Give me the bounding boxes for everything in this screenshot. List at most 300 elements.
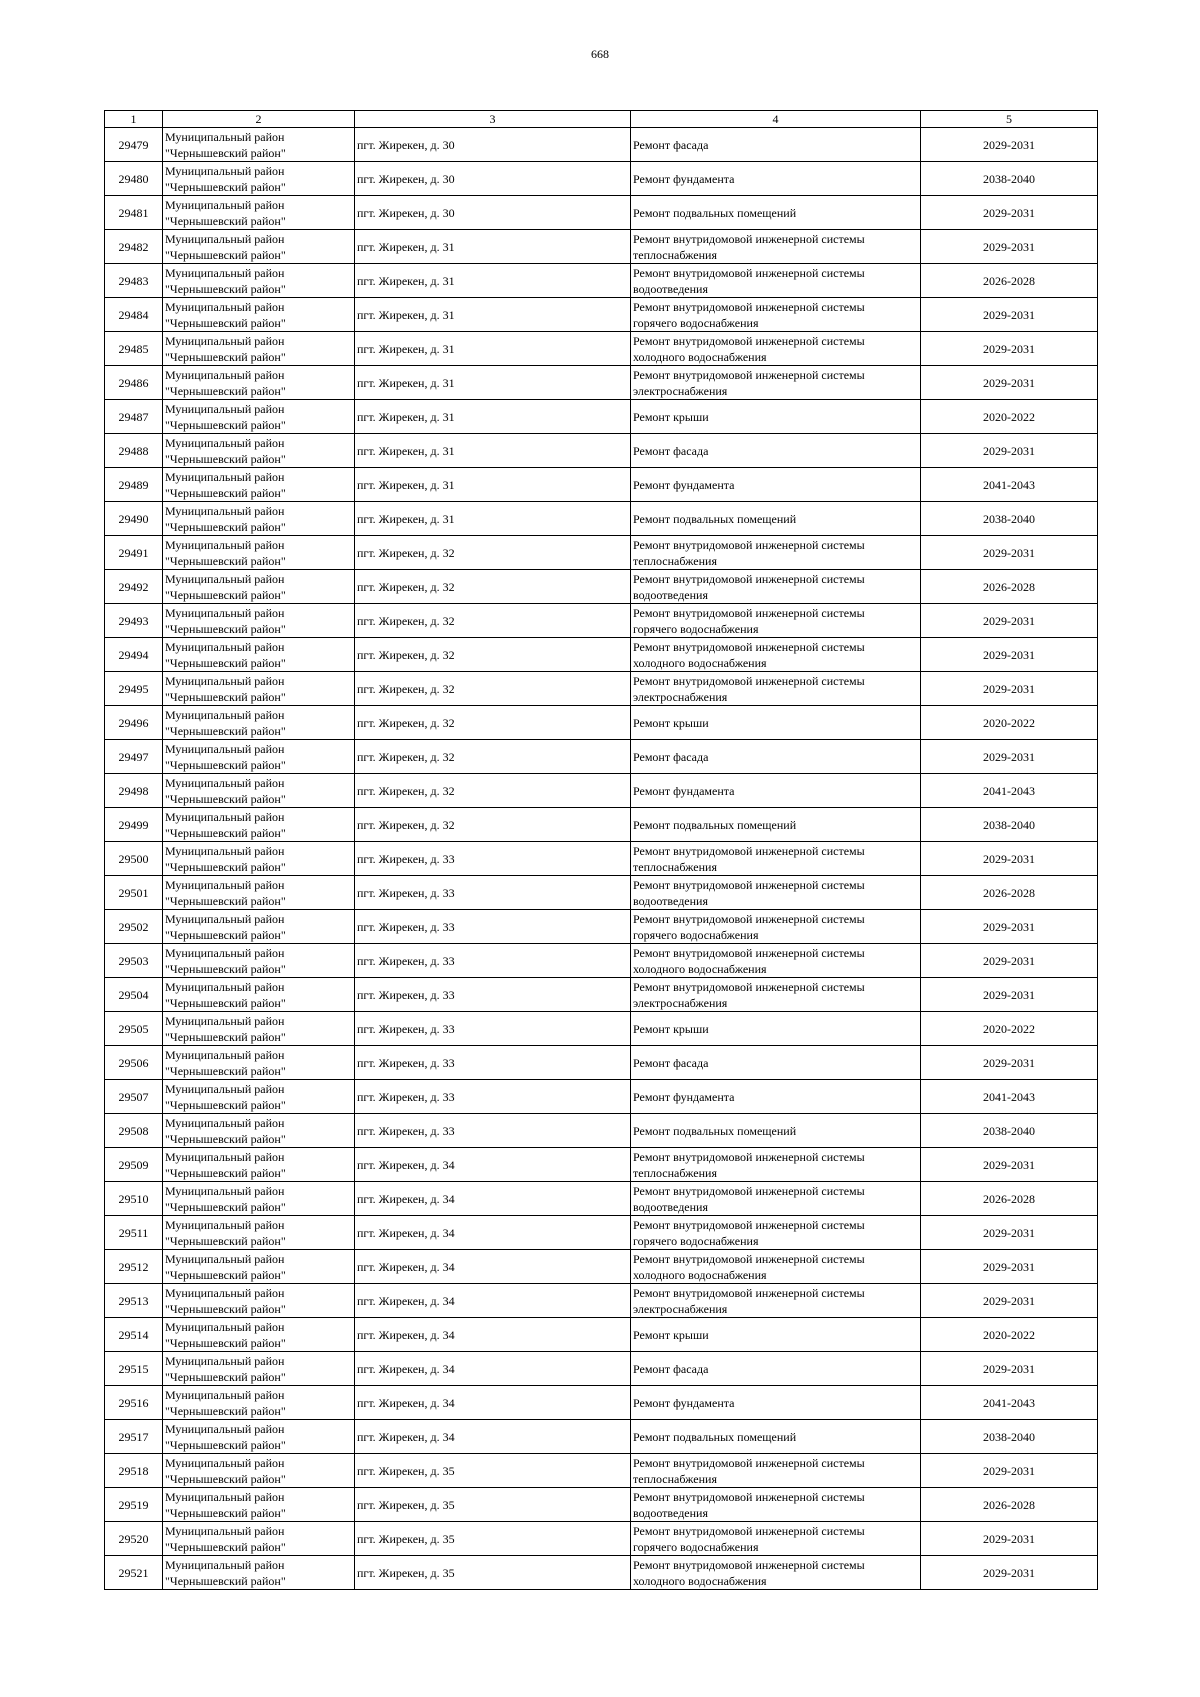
table-row: [105, 1352, 1098, 1386]
municipality-cell: [163, 298, 355, 332]
municipality-line: Муниципальный район: [165, 1285, 285, 1300]
period-cell: 2029-2031: [921, 366, 1098, 400]
table-row: [105, 1420, 1098, 1454]
row-number-cell: 29497: [105, 740, 163, 774]
table-row: [105, 1250, 1098, 1284]
work-type-cell: [631, 842, 921, 876]
work-type-line: горячего водоснабжения: [633, 927, 759, 942]
municipality-line: "Чернышевский район": [165, 417, 286, 432]
work-type-cell: [631, 1080, 921, 1114]
work-type-cell: [631, 1556, 921, 1590]
work-type-line: Ремонт внутридомовой инженерной системы: [633, 231, 865, 246]
work-type-line: Ремонт фасада: [633, 443, 709, 458]
row-number-cell: 29520: [105, 1522, 163, 1556]
row-number-cell: 29484: [105, 298, 163, 332]
period-cell: 2020-2022: [921, 1012, 1098, 1046]
row-number-cell: 29482: [105, 230, 163, 264]
period-cell: 2029-2031: [921, 1216, 1098, 1250]
municipality-line: "Чернышевский район": [165, 621, 286, 636]
work-type-cell: [631, 1250, 921, 1284]
municipality-cell: [163, 1114, 355, 1148]
municipality-line: Муниципальный район: [165, 265, 285, 280]
municipality-line: "Чернышевский район": [165, 927, 286, 942]
period-cell: 2029-2031: [921, 944, 1098, 978]
municipality-line: Муниципальный район: [165, 469, 285, 484]
municipality-line: Муниципальный район: [165, 1081, 285, 1096]
row-number-cell: 29509: [105, 1148, 163, 1182]
work-type-cell: [631, 672, 921, 706]
municipality-line: "Чернышевский район": [165, 1199, 286, 1214]
work-type-cell: [631, 774, 921, 808]
municipality-cell: [163, 1420, 355, 1454]
work-type-line: Ремонт внутридомовой инженерной системы: [633, 1251, 865, 1266]
work-type-line: Ремонт внутридомовой инженерной системы: [633, 843, 865, 858]
municipality-line: Муниципальный район: [165, 537, 285, 552]
row-number-cell: 29480: [105, 162, 163, 196]
period-cell: 2029-2031: [921, 1556, 1098, 1590]
work-type-cell: [631, 1352, 921, 1386]
table-row: [105, 1182, 1098, 1216]
municipality-line: Муниципальный район: [165, 299, 285, 314]
table-row: [105, 740, 1098, 774]
period-cell: 2026-2028: [921, 264, 1098, 298]
table-row: [105, 842, 1098, 876]
work-type-line: холодного водоснабжения: [633, 349, 767, 364]
table-row: [105, 978, 1098, 1012]
work-type-cell: [631, 638, 921, 672]
work-type-cell: [631, 910, 921, 944]
municipality-cell: [163, 1250, 355, 1284]
work-type-line: водоотведения: [633, 1199, 708, 1214]
municipality-line: "Чернышевский район": [165, 1063, 286, 1078]
table-row: [105, 230, 1098, 264]
row-number-cell: 29514: [105, 1318, 163, 1352]
work-type-line: водоотведения: [633, 587, 708, 602]
municipality-line: "Чернышевский район": [165, 723, 286, 738]
period-cell: 2041-2043: [921, 1080, 1098, 1114]
work-type-line: Ремонт подвальных помещений: [633, 1429, 797, 1444]
municipality-line: Муниципальный район: [165, 911, 285, 926]
work-type-line: водоотведения: [633, 1505, 708, 1520]
address-cell: пгт. Жирекен, д. 33: [355, 842, 631, 876]
work-type-line: Ремонт крыши: [633, 409, 709, 424]
table-row: [105, 1386, 1098, 1420]
row-number-cell: 29515: [105, 1352, 163, 1386]
table-row: [105, 1216, 1098, 1250]
municipality-cell: [163, 1182, 355, 1216]
table-row: [105, 400, 1098, 434]
work-type-cell: [631, 978, 921, 1012]
municipality-line: Муниципальный район: [165, 1047, 285, 1062]
period-cell: 2020-2022: [921, 1318, 1098, 1352]
row-number-cell: 29521: [105, 1556, 163, 1590]
address-cell: пгт. Жирекен, д. 32: [355, 808, 631, 842]
address-cell: пгт. Жирекен, д. 32: [355, 740, 631, 774]
municipality-line: "Чернышевский район": [165, 995, 286, 1010]
municipality-line: Муниципальный район: [165, 775, 285, 790]
work-type-cell: [631, 1318, 921, 1352]
municipality-line: "Чернышевский район": [165, 213, 286, 228]
municipality-line: "Чернышевский район": [165, 179, 286, 194]
address-cell: пгт. Жирекен, д. 33: [355, 1114, 631, 1148]
work-type-line: Ремонт фасада: [633, 1055, 709, 1070]
table-row: [105, 128, 1098, 162]
work-type-line: Ремонт внутридомовой инженерной системы: [633, 877, 865, 892]
work-type-line: горячего водоснабжения: [633, 1539, 759, 1554]
row-number-cell: 29500: [105, 842, 163, 876]
municipality-cell: [163, 842, 355, 876]
work-type-cell: [631, 1012, 921, 1046]
column-header: 1: [105, 111, 163, 128]
work-type-line: Ремонт крыши: [633, 1327, 709, 1342]
municipality-line: "Чернышевский район": [165, 349, 286, 364]
table-row: [105, 604, 1098, 638]
municipality-cell: [163, 1080, 355, 1114]
municipality-line: "Чернышевский район": [165, 961, 286, 976]
period-cell: 2029-2031: [921, 842, 1098, 876]
column-header: 2: [163, 111, 355, 128]
table-row: [105, 876, 1098, 910]
address-cell: пгт. Жирекен, д. 30: [355, 196, 631, 230]
municipality-line: Муниципальный район: [165, 843, 285, 858]
address-cell: пгт. Жирекен, д. 33: [355, 1080, 631, 1114]
municipality-cell: [163, 230, 355, 264]
registry-table: [104, 110, 1098, 1590]
work-type-line: Ремонт внутридомовой инженерной системы: [633, 605, 865, 620]
row-number-cell: 29494: [105, 638, 163, 672]
address-cell: пгт. Жирекен, д. 32: [355, 536, 631, 570]
work-type-line: теплоснабжения: [633, 247, 717, 262]
work-type-line: Ремонт крыши: [633, 715, 709, 730]
address-cell: пгт. Жирекен, д. 35: [355, 1556, 631, 1590]
column-header: 3: [355, 111, 631, 128]
work-type-cell: [631, 264, 921, 298]
period-cell: 2029-2031: [921, 128, 1098, 162]
work-type-line: Ремонт подвальных помещений: [633, 205, 797, 220]
municipality-cell: [163, 1012, 355, 1046]
period-cell: 2029-2031: [921, 1284, 1098, 1318]
municipality-line: "Чернышевский район": [165, 689, 286, 704]
municipality-cell: [163, 944, 355, 978]
work-type-cell: [631, 808, 921, 842]
row-number-cell: 29490: [105, 502, 163, 536]
period-cell: 2029-2031: [921, 672, 1098, 706]
table-row: [105, 264, 1098, 298]
municipality-cell: [163, 1148, 355, 1182]
row-number-cell: 29516: [105, 1386, 163, 1420]
address-cell: пгт. Жирекен, д. 33: [355, 978, 631, 1012]
work-type-line: Ремонт внутридомовой инженерной системы: [633, 299, 865, 314]
table-row: [105, 1488, 1098, 1522]
municipality-line: "Чернышевский район": [165, 485, 286, 500]
municipality-line: Муниципальный район: [165, 673, 285, 688]
municipality-line: "Чернышевский район": [165, 281, 286, 296]
address-cell: пгт. Жирекен, д. 34: [355, 1182, 631, 1216]
table-row: [105, 1012, 1098, 1046]
period-cell: 2020-2022: [921, 706, 1098, 740]
address-cell: пгт. Жирекен, д. 31: [355, 332, 631, 366]
period-cell: 2029-2031: [921, 1250, 1098, 1284]
column-header: 5: [921, 111, 1098, 128]
municipality-line: Муниципальный район: [165, 877, 285, 892]
work-type-line: Ремонт крыши: [633, 1021, 709, 1036]
municipality-cell: [163, 1318, 355, 1352]
work-type-line: Ремонт подвальных помещений: [633, 1123, 797, 1138]
work-type-line: Ремонт внутридомовой инженерной системы: [633, 265, 865, 280]
work-type-cell: [631, 298, 921, 332]
municipality-cell: [163, 536, 355, 570]
work-type-cell: [631, 1488, 921, 1522]
municipality-line: Муниципальный район: [165, 1353, 285, 1368]
municipality-line: "Чернышевский район": [165, 1335, 286, 1350]
work-type-line: теплоснабжения: [633, 553, 717, 568]
row-number-cell: 29504: [105, 978, 163, 1012]
address-cell: пгт. Жирекен, д. 35: [355, 1522, 631, 1556]
municipality-line: Муниципальный район: [165, 367, 285, 382]
municipality-line: Муниципальный район: [165, 1013, 285, 1028]
work-type-cell: [631, 944, 921, 978]
address-cell: пгт. Жирекен, д. 33: [355, 876, 631, 910]
table-row: [105, 910, 1098, 944]
work-type-cell: [631, 128, 921, 162]
table-row: [105, 1114, 1098, 1148]
row-number-cell: 29502: [105, 910, 163, 944]
row-number-cell: 29487: [105, 400, 163, 434]
period-cell: 2029-2031: [921, 910, 1098, 944]
period-cell: 2029-2031: [921, 1454, 1098, 1488]
address-cell: пгт. Жирекен, д. 34: [355, 1250, 631, 1284]
work-type-cell: [631, 434, 921, 468]
municipality-line: "Чернышевский район": [165, 383, 286, 398]
municipality-cell: [163, 1352, 355, 1386]
municipality-line: "Чернышевский район": [165, 315, 286, 330]
work-type-line: теплоснабжения: [633, 1471, 717, 1486]
period-cell: 2029-2031: [921, 978, 1098, 1012]
work-type-line: электроснабжения: [633, 1301, 728, 1316]
municipality-line: Муниципальный район: [165, 639, 285, 654]
work-type-line: Ремонт фасада: [633, 137, 709, 152]
row-number-cell: 29496: [105, 706, 163, 740]
row-number-cell: 29481: [105, 196, 163, 230]
municipality-cell: [163, 910, 355, 944]
work-type-cell: [631, 1216, 921, 1250]
work-type-cell: [631, 1114, 921, 1148]
table-row: [105, 706, 1098, 740]
period-cell: 2026-2028: [921, 570, 1098, 604]
municipality-line: Муниципальный район: [165, 163, 285, 178]
table-row: [105, 536, 1098, 570]
municipality-line: "Чернышевский район": [165, 1437, 286, 1452]
row-number-cell: 29493: [105, 604, 163, 638]
period-cell: 2029-2031: [921, 604, 1098, 638]
address-cell: пгт. Жирекен, д. 31: [355, 230, 631, 264]
municipality-line: "Чернышевский район": [165, 587, 286, 602]
work-type-line: Ремонт подвальных помещений: [633, 511, 797, 526]
work-type-line: Ремонт фундамента: [633, 171, 735, 186]
municipality-line: "Чернышевский район": [165, 1301, 286, 1316]
municipality-cell: [163, 264, 355, 298]
municipality-cell: [163, 638, 355, 672]
row-number-cell: 29495: [105, 672, 163, 706]
municipality-line: Муниципальный район: [165, 503, 285, 518]
row-number-cell: 29483: [105, 264, 163, 298]
work-type-cell: [631, 468, 921, 502]
address-cell: пгт. Жирекен, д. 35: [355, 1488, 631, 1522]
municipality-line: "Чернышевский район": [165, 145, 286, 160]
table-row: [105, 1454, 1098, 1488]
municipality-line: Муниципальный район: [165, 1523, 285, 1538]
work-type-cell: [631, 1284, 921, 1318]
municipality-line: Муниципальный район: [165, 1387, 285, 1402]
table-body: [105, 111, 1098, 1590]
table-row: [105, 1522, 1098, 1556]
table-row: [105, 332, 1098, 366]
municipality-line: "Чернышевский район": [165, 451, 286, 466]
municipality-line: "Чернышевский район": [165, 757, 286, 772]
row-number-cell: 29491: [105, 536, 163, 570]
work-type-line: Ремонт внутридомовой инженерной системы: [633, 367, 865, 382]
address-cell: пгт. Жирекен, д. 31: [355, 434, 631, 468]
work-type-line: электроснабжения: [633, 689, 728, 704]
work-type-line: Ремонт внутридомовой инженерной системы: [633, 979, 865, 994]
municipality-line: "Чернышевский район": [165, 247, 286, 262]
table-row: [105, 502, 1098, 536]
address-cell: пгт. Жирекен, д. 33: [355, 910, 631, 944]
address-cell: пгт. Жирекен, д. 32: [355, 672, 631, 706]
row-number-cell: 29510: [105, 1182, 163, 1216]
work-type-line: холодного водоснабжения: [633, 655, 767, 670]
municipality-line: Муниципальный район: [165, 1251, 285, 1266]
address-cell: пгт. Жирекен, д. 31: [355, 264, 631, 298]
municipality-cell: [163, 808, 355, 842]
municipality-line: Муниципальный район: [165, 1217, 285, 1232]
municipality-line: "Чернышевский район": [165, 1131, 286, 1146]
work-type-cell: [631, 1046, 921, 1080]
period-cell: 2026-2028: [921, 1488, 1098, 1522]
municipality-cell: [163, 1216, 355, 1250]
period-cell: 2041-2043: [921, 1386, 1098, 1420]
row-number-cell: 29505: [105, 1012, 163, 1046]
work-type-cell: [631, 332, 921, 366]
work-type-cell: [631, 196, 921, 230]
period-cell: 2020-2022: [921, 400, 1098, 434]
row-number-cell: 29503: [105, 944, 163, 978]
municipality-line: Муниципальный район: [165, 401, 285, 416]
municipality-line: Муниципальный район: [165, 1489, 285, 1504]
municipality-cell: [163, 1046, 355, 1080]
period-cell: 2029-2031: [921, 1352, 1098, 1386]
municipality-cell: [163, 1522, 355, 1556]
municipality-line: "Чернышевский район": [165, 1097, 286, 1112]
municipality-cell: [163, 604, 355, 638]
period-cell: 2038-2040: [921, 502, 1098, 536]
work-type-line: Ремонт внутридомовой инженерной системы: [633, 1149, 865, 1164]
work-type-cell: [631, 570, 921, 604]
row-number-cell: 29519: [105, 1488, 163, 1522]
period-cell: 2029-2031: [921, 536, 1098, 570]
work-type-line: Ремонт внутридомовой инженерной системы: [633, 1183, 865, 1198]
address-cell: пгт. Жирекен, д. 32: [355, 774, 631, 808]
row-number-cell: 29488: [105, 434, 163, 468]
table-row: [105, 808, 1098, 842]
municipality-cell: [163, 468, 355, 502]
work-type-line: Ремонт внутридомовой инженерной системы: [633, 1285, 865, 1300]
municipality-line: Муниципальный район: [165, 1183, 285, 1198]
work-type-line: Ремонт внутридомовой инженерной системы: [633, 673, 865, 688]
municipality-line: Муниципальный район: [165, 945, 285, 960]
address-cell: пгт. Жирекен, д. 32: [355, 570, 631, 604]
municipality-line: "Чернышевский район": [165, 825, 286, 840]
period-cell: 2041-2043: [921, 774, 1098, 808]
municipality-line: "Чернышевский район": [165, 1539, 286, 1554]
period-cell: 2038-2040: [921, 1114, 1098, 1148]
work-type-cell: [631, 400, 921, 434]
municipality-line: "Чернышевский район": [165, 1573, 286, 1588]
municipality-line: Муниципальный район: [165, 571, 285, 586]
municipality-line: "Чернышевский район": [165, 1267, 286, 1282]
table-row: [105, 1556, 1098, 1590]
municipality-cell: [163, 162, 355, 196]
work-type-line: теплоснабжения: [633, 1165, 717, 1180]
work-type-cell: [631, 1182, 921, 1216]
period-cell: 2029-2031: [921, 740, 1098, 774]
row-number-cell: 29501: [105, 876, 163, 910]
work-type-line: Ремонт внутридомовой инженерной системы: [633, 333, 865, 348]
row-number-cell: 29506: [105, 1046, 163, 1080]
municipality-line: "Чернышевский район": [165, 1505, 286, 1520]
work-type-cell: [631, 502, 921, 536]
municipality-cell: [163, 740, 355, 774]
municipality-line: "Чернышевский район": [165, 791, 286, 806]
municipality-cell: [163, 1454, 355, 1488]
period-cell: 2029-2031: [921, 434, 1098, 468]
table-row: [105, 672, 1098, 706]
address-cell: пгт. Жирекен, д. 32: [355, 604, 631, 638]
table-row: [105, 162, 1098, 196]
row-number-cell: 29512: [105, 1250, 163, 1284]
work-type-line: Ремонт внутридомовой инженерной системы: [633, 911, 865, 926]
work-type-line: холодного водоснабжения: [633, 961, 767, 976]
municipality-line: Муниципальный район: [165, 1319, 285, 1334]
municipality-line: Муниципальный район: [165, 605, 285, 620]
municipality-line: Муниципальный район: [165, 1455, 285, 1470]
work-type-line: Ремонт фундамента: [633, 477, 735, 492]
table-row: [105, 944, 1098, 978]
work-type-line: Ремонт фундамента: [633, 783, 735, 798]
municipality-line: "Чернышевский район": [165, 893, 286, 908]
period-cell: 2029-2031: [921, 196, 1098, 230]
row-number-cell: 29492: [105, 570, 163, 604]
address-cell: пгт. Жирекен, д. 30: [355, 162, 631, 196]
period-cell: 2029-2031: [921, 298, 1098, 332]
municipality-line: "Чернышевский район": [165, 1233, 286, 1248]
row-number-cell: 29486: [105, 366, 163, 400]
row-number-cell: 29513: [105, 1284, 163, 1318]
work-type-line: Ремонт фасада: [633, 1361, 709, 1376]
work-type-line: Ремонт внутридомовой инженерной системы: [633, 1523, 865, 1538]
row-number-cell: 29511: [105, 1216, 163, 1250]
address-cell: пгт. Жирекен, д. 31: [355, 468, 631, 502]
municipality-cell: [163, 400, 355, 434]
table-row: [105, 434, 1098, 468]
period-cell: 2029-2031: [921, 230, 1098, 264]
address-cell: пгт. Жирекен, д. 34: [355, 1148, 631, 1182]
address-cell: пгт. Жирекен, д. 34: [355, 1318, 631, 1352]
table-row: [105, 366, 1098, 400]
address-cell: пгт. Жирекен, д. 32: [355, 706, 631, 740]
work-type-line: Ремонт подвальных помещений: [633, 817, 797, 832]
address-cell: пгт. Жирекен, д. 30: [355, 128, 631, 162]
